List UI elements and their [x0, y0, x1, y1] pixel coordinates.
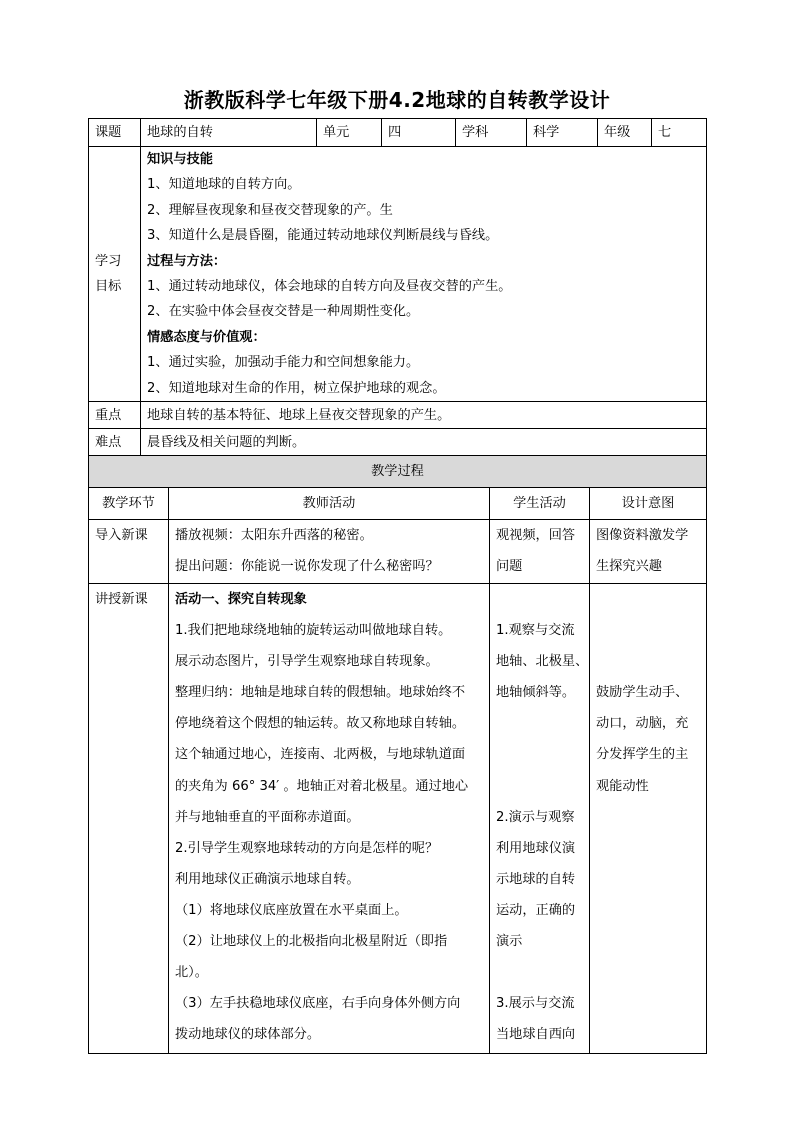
- objective-heading: 情感态度与价值观：: [147, 329, 266, 345]
- objective-heading: 过程与方法：: [147, 253, 227, 269]
- document-title: 浙教版科学七年级下册4.2地球的自转教学设计: [183, 88, 611, 112]
- process-header: 教学过程: [89, 456, 707, 488]
- column-header: 设计意图: [590, 488, 707, 520]
- objective-line: 1、知道地球的自转方向。: [147, 177, 301, 193]
- topic-label: 课题: [89, 119, 141, 147]
- objectives-content: [141, 147, 707, 402]
- unit-value: 四: [382, 119, 456, 147]
- objectives-label: 学习 目标: [89, 147, 141, 402]
- intro-intent: 图像资料激发学 生探究兴趣: [590, 520, 707, 584]
- column-header: 教师活动: [169, 488, 490, 520]
- objective-line: 3、知道什么是晨昏圈，能通过转动地球仪判断晨线与昏线。: [147, 228, 499, 244]
- topic-value: 地球的自转: [141, 119, 317, 147]
- unit-label: 单元: [317, 119, 382, 147]
- intro-teacher: 播放视频：太阳东升西落的秘密。 提出问题：你能说一说你发现了什么秘密吗？: [169, 520, 490, 584]
- objective-heading: 知识与技能: [147, 152, 213, 167]
- key-point-label: 重点: [89, 402, 141, 429]
- grade-label: 年级: [598, 119, 652, 147]
- activity-heading: 活动一、探究自转现象: [175, 592, 307, 607]
- subject-value: 科学: [527, 119, 598, 147]
- subject-label: 学科: [456, 119, 527, 147]
- objective-line: 2、知道地球对生命的作用，树立保护地球的观念。: [147, 380, 446, 396]
- process-table: [88, 455, 707, 1054]
- stage-new: 讲授新课: [89, 584, 169, 1054]
- objective-line: 2、在实验中体会昼夜交替是一种周期性变化。: [147, 304, 420, 320]
- objective-line: 1、通过实验，加强动手能力和空间想象能力。: [147, 355, 420, 371]
- new-student: 1.观察与交流 地轴、北极星、 地轴倾斜等。 2.演示与观察 利用地球仪演 示地球的自转 运动，正确的 演示 3.展示与交流 当地球自西向: [490, 584, 590, 1054]
- column-header: 教学环节: [89, 488, 169, 520]
- difficulty-text: 晨昏线及相关问题的判断。: [141, 429, 707, 456]
- new-teacher: 活动一、探究自转现象 1.我们把地球绕地轴的旋转运动叫做地球自转。 展示动态图片，引导学生观察地球自转现象。 整理归纳：地轴是地球自转的假想轴。地球始终不 停地绕着这个假想的轴运转。故又称地球自转轴。 这个轴通过地心，连接南、北两极，与地球轨道面 的夹角为 66° 34′ 。地轴正对着北极星。通过地心 并与地轴垂直的平面称赤道面。 2.引导学生观察地球转动的方向是怎样的呢？ 利用地球仪正确演示地球自转。 （1）将地球仪底座放置在水平桌面上。 （2）让地球仪上的北极指向北极星附近（即指 北）。 （3）左手扶稳地球仪底座，右手向身体外侧方向 拨动地球仪的球体部分。: [169, 584, 490, 1054]
- objective-line: 1、通过转动地球仪，体会地球的自转方向及昼夜交替的产生。: [147, 279, 512, 295]
- key-point-text: 地球自转的基本特征、地球上昼夜交替现象的产生。: [141, 402, 707, 429]
- difficulty-label: 难点: [89, 429, 141, 456]
- grade-value: 七: [652, 119, 707, 147]
- new-intent: 鼓励学生动手、 动口，动脑，充 分发挥学生的主 观能动性: [590, 584, 707, 1054]
- stage-intro: 导入新课: [89, 520, 169, 584]
- info-table: [88, 118, 707, 456]
- objective-line: 2、理解昼夜现象和昼夜交替现象的产。生: [147, 202, 393, 218]
- intro-student: 观视频，回答 问题: [490, 520, 590, 584]
- column-header: 学生活动: [490, 488, 590, 520]
